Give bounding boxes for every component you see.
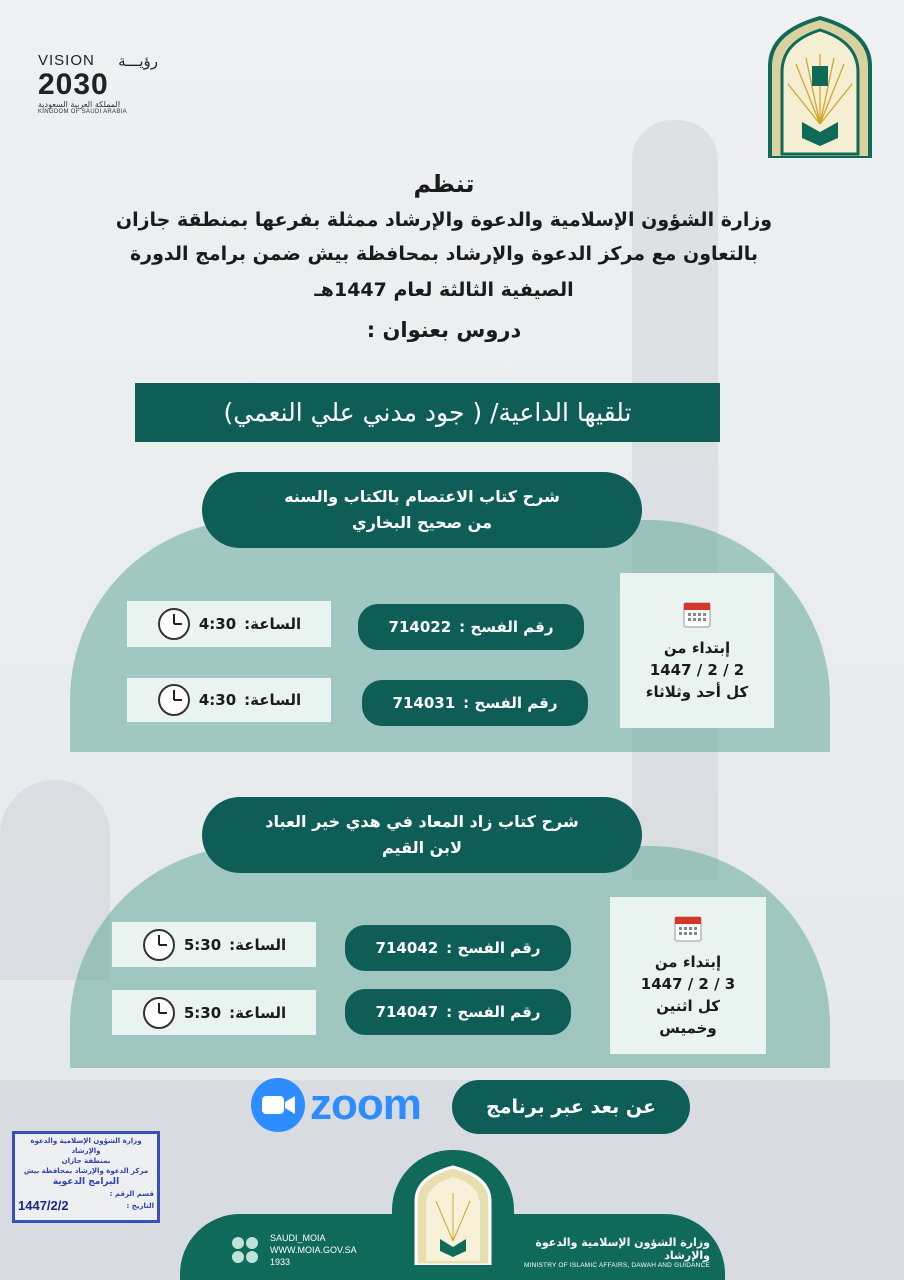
course-2-days-2: وخميس bbox=[659, 1018, 717, 1037]
official-stamp bbox=[12, 1131, 160, 1223]
heading-line-2: بالتعاون مع مركز الدعوة والإرشاد بمحافظة بيش ضمن برامج الدورة bbox=[129, 243, 759, 265]
course-1-start-date: 1447 / 2 / 2 bbox=[649, 660, 745, 679]
heading-lessons: دروس بعنوان : bbox=[366, 318, 522, 342]
room-number: 714031 bbox=[392, 694, 456, 712]
time-label: الساعة: bbox=[244, 691, 302, 709]
course-2-time-1 bbox=[112, 922, 316, 967]
zoom-wordmark: zoom bbox=[310, 1080, 421, 1129]
stamp-date: 1447/2/2 bbox=[18, 1198, 69, 1213]
vision-word: VISION bbox=[38, 52, 95, 69]
calendar-icon bbox=[682, 599, 712, 629]
course-2-room-2 bbox=[345, 989, 571, 1035]
room-number: 714022 bbox=[388, 618, 452, 636]
footer-ministry-en: MINISTRY OF ISLAMIC AFFAIRS, DAWAH AND GUIDANCE bbox=[523, 1262, 710, 1269]
remote-program-badge: عن بعد عبر برنامج bbox=[452, 1080, 690, 1134]
footer-handle[interactable]: SAUDI_MOIA bbox=[270, 1233, 326, 1243]
presenter-banner: تلقيها الداعية/ ( جود مدني علي النعمي) bbox=[135, 383, 720, 442]
clock-icon bbox=[142, 996, 176, 1030]
stamp-num-label: قسم الرقم : bbox=[109, 1190, 154, 1198]
room-label: رقم الفسح : bbox=[446, 939, 541, 957]
room-label: رقم الفسح : bbox=[463, 694, 558, 712]
footer-ministry-name bbox=[520, 1236, 710, 1269]
heading-line-1: وزارة الشؤون الإسلامية والدعوة والإرشاد ممثلة بفرعها بمنطقة جازان bbox=[115, 209, 773, 231]
vision-word-ar: رؤيـــة bbox=[118, 53, 158, 70]
course-1-title bbox=[202, 472, 642, 548]
room-label: رقم الفسح : bbox=[459, 618, 554, 636]
zoom-logo bbox=[250, 1076, 430, 1134]
time-label: الساعة: bbox=[229, 1003, 287, 1022]
time-label: الساعة: bbox=[229, 935, 287, 954]
vision-2030-logo bbox=[38, 52, 158, 115]
zoom-camera-icon bbox=[250, 1077, 306, 1133]
ministry-logo bbox=[766, 14, 874, 158]
stamp-line-3: مركز الدعوة والإرشاد بمحافظة بيش bbox=[23, 1167, 149, 1175]
footer-ministry-logo bbox=[412, 1165, 494, 1265]
heading-organize: تنظم bbox=[413, 170, 475, 198]
room-number: 714042 bbox=[375, 939, 439, 957]
stamp-date-label: التاريخ : bbox=[126, 1202, 154, 1210]
time-value: 4:30 bbox=[198, 615, 237, 633]
course-1-title-line-1: شرح كتاب الاعتصام بالكتاب والسنه bbox=[284, 487, 560, 506]
stamp-line-1: وزارة الشؤون الإسلامية والدعوة والإرشاد bbox=[30, 1137, 142, 1155]
kingdom-en: KINGDOM OF SAUDI ARABIA bbox=[38, 109, 127, 115]
course-1-title-line-2: من صحيح البخاري bbox=[352, 513, 492, 532]
course-2-title bbox=[202, 797, 642, 873]
twitter-icon[interactable] bbox=[232, 1237, 244, 1249]
course-2-days-1: كل اثنين bbox=[656, 996, 720, 1015]
heading-line-3: الصيفية الثالثة لعام 1447هـ bbox=[314, 279, 574, 301]
course-2-time-2 bbox=[112, 990, 316, 1035]
clock-icon bbox=[157, 607, 191, 641]
instagram-icon[interactable] bbox=[246, 1237, 258, 1249]
footer-year: 1933 bbox=[270, 1257, 291, 1267]
course-2-schedule-box bbox=[610, 897, 766, 1054]
time-value: 5:30 bbox=[183, 935, 222, 954]
time-label: الساعة: bbox=[244, 615, 302, 633]
social-icons bbox=[232, 1237, 262, 1263]
course-2-title-line-2: لابن القيم bbox=[382, 838, 462, 857]
course-2-room-1 bbox=[345, 925, 571, 971]
facebook-icon[interactable] bbox=[246, 1251, 258, 1263]
course-1-time-2 bbox=[127, 678, 331, 722]
course-1-time-1 bbox=[127, 601, 331, 647]
time-value: 4:30 bbox=[198, 691, 237, 709]
footer-ministry-ar: وزارة الشؤون الإسلامية والدعوة والإرشاد bbox=[535, 1236, 710, 1262]
course-1-days: كل أحد وثلاثاء bbox=[645, 682, 749, 701]
course-2-title-line-1: شرح كتاب زاد المعاد في هدي خير العباد bbox=[265, 812, 579, 831]
course-1-room-1 bbox=[358, 604, 584, 650]
time-value: 5:30 bbox=[183, 1003, 222, 1022]
course-2-start-date: 1447 / 2 / 3 bbox=[640, 974, 736, 993]
stamp-line-4: البرامج الدعوية bbox=[52, 1177, 120, 1187]
course-1-start-label: إبتداء من bbox=[663, 638, 731, 657]
youtube-icon[interactable] bbox=[232, 1251, 244, 1263]
course-1-schedule-box bbox=[620, 573, 774, 728]
course-2-start-label: إبتداء من bbox=[654, 952, 722, 971]
vision-year: 2030 bbox=[38, 68, 109, 101]
kingdom-ar: المملكة العربية السعودية bbox=[38, 100, 121, 109]
course-1-room-2 bbox=[362, 680, 588, 726]
room-label: رقم الفسح : bbox=[446, 1003, 541, 1021]
stamp-line-2: بمنطقة جازان bbox=[61, 1157, 111, 1165]
calendar-icon bbox=[673, 913, 703, 943]
clock-icon bbox=[142, 928, 176, 962]
footer-website[interactable]: WWW.MOIA.GOV.SA bbox=[270, 1245, 357, 1255]
footer-contact bbox=[232, 1232, 357, 1268]
room-number: 714047 bbox=[375, 1003, 439, 1021]
clock-icon bbox=[157, 683, 191, 717]
